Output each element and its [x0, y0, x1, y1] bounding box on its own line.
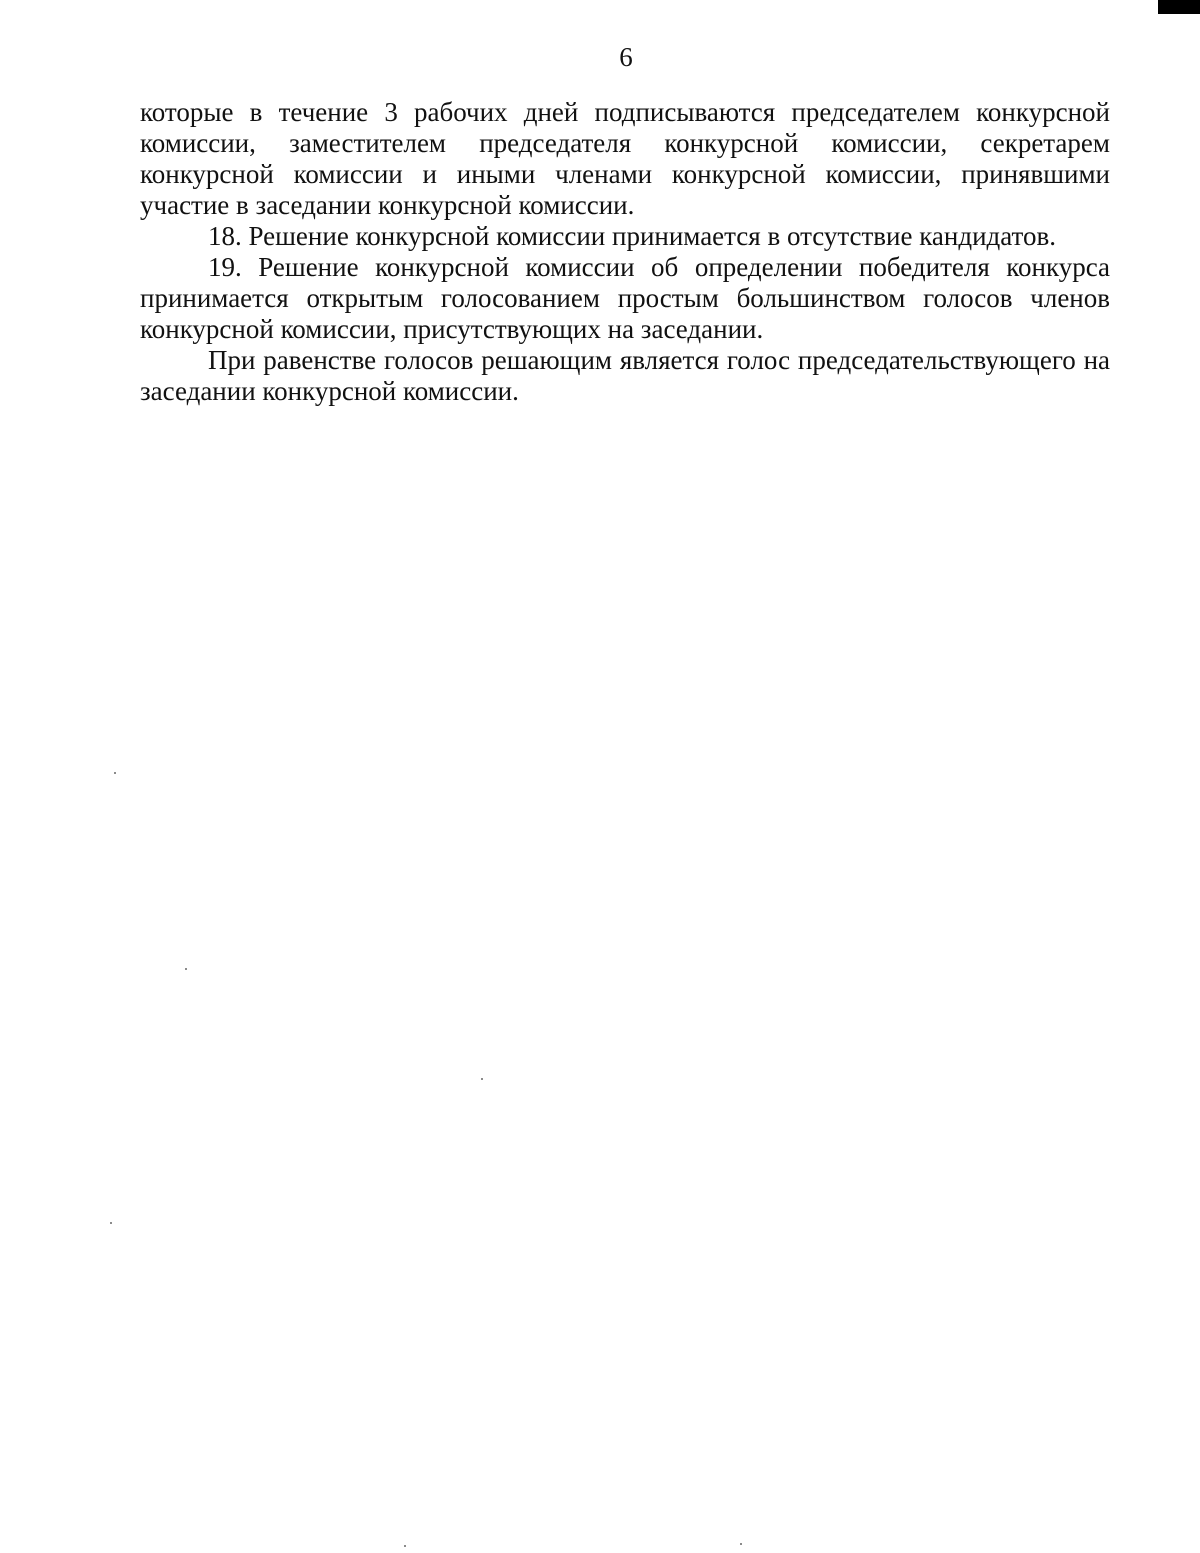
paragraph-tie-vote: При равенстве голосов решающим является голос председательствующего на заседании конкурсной комиссии.	[140, 345, 1110, 406]
scan-speck	[481, 1078, 483, 1080]
document-body	[140, 97, 1110, 407]
scan-speck	[110, 1222, 112, 1224]
scan-speck	[185, 968, 187, 970]
page-number: 6	[619, 42, 633, 72]
paragraph-item-19: 19. Решение конкурсной комиссии об определении победителя конкурса принимается открытым голосованием простым большинством голосов членов конкурсной комиссии, присутствующих на заседании.	[140, 252, 1110, 344]
scan-speck	[404, 1545, 406, 1547]
scan-edge-mark	[1158, 0, 1200, 14]
scan-speck	[740, 1543, 742, 1545]
scan-speck	[114, 772, 116, 774]
paragraph-continuation: которые в течение 3 рабочих дней подписываются председателем конкурсной комиссии, заместителем председателя конкурсной комиссии, секретарем конкурсной комиссии и иными членами конкурсной комиссии, принявшими участие в заседании конкурсной комиссии.	[140, 97, 1110, 220]
paragraph-item-18: 18. Решение конкурсной комиссии принимается в отсутствие кандидатов.	[208, 221, 1056, 251]
